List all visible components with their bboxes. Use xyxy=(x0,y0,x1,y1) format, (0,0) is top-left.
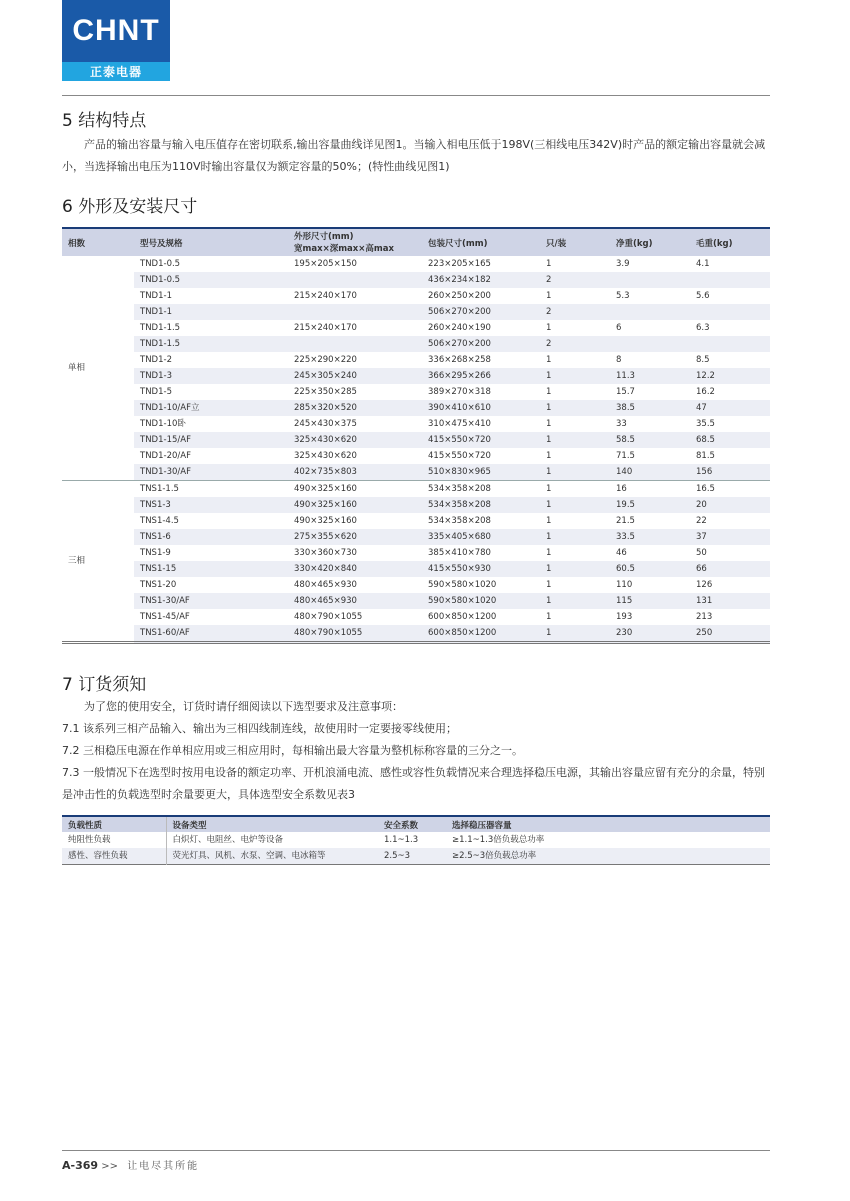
outline-size-cell: 480×465×930 xyxy=(294,580,357,590)
model-cell: TND1-20/AF xyxy=(140,451,191,461)
net-weight-cell: 33 xyxy=(616,419,627,429)
load-cell-device: 白炽灯、电阻丝、电炉等设备 xyxy=(166,832,378,848)
net-weight-cell: 21.5 xyxy=(616,516,635,526)
gross-weight-cell: 35.5 xyxy=(696,419,715,429)
outline-size-cell: 480×465×930 xyxy=(294,596,357,606)
outline-size-cell: 215×240×170 xyxy=(294,323,357,333)
gross-weight-cell: 12.2 xyxy=(696,371,715,381)
gross-weight-cell xyxy=(690,304,770,320)
qty-cell: 2 xyxy=(546,307,552,317)
outline-size-cell: 480×790×1055 xyxy=(294,628,363,638)
net-weight-cell: 3.9 xyxy=(616,259,630,269)
gross-weight-cell: 156 xyxy=(696,467,713,477)
model-cell: TNS1-3 xyxy=(140,500,171,510)
qty-cell: 1 xyxy=(546,580,552,590)
package-size-cell: 415×550×720 xyxy=(428,435,491,445)
logo-subtitle: 正泰电器 xyxy=(62,62,170,81)
package-size-cell: 310×475×410 xyxy=(428,419,491,429)
outline-size-cell: 245×305×240 xyxy=(294,371,357,381)
model-cell: TND1-1 xyxy=(140,307,172,317)
qty-cell: 1 xyxy=(546,355,552,365)
table-row xyxy=(62,416,770,432)
outline-size-cell: 490×325×160 xyxy=(294,516,357,526)
gross-weight-cell: 16.2 xyxy=(696,387,715,397)
footer-slogan: 让电尽其所能 xyxy=(127,1161,200,1172)
outline-size-cell: 490×325×160 xyxy=(288,481,422,498)
outline-size-cell xyxy=(288,272,422,288)
load-header-device: 设备类型 xyxy=(166,816,378,832)
load-header-type: 负载性质 xyxy=(68,820,103,831)
package-size-cell: 335×405×680 xyxy=(428,532,491,542)
net-weight-cell: 71.5 xyxy=(616,451,635,461)
net-weight-cell xyxy=(610,336,690,352)
model-cell: TND1-5 xyxy=(140,387,172,397)
outline-size-cell: 330×420×840 xyxy=(294,564,357,574)
package-size-cell: 390×410×610 xyxy=(428,403,491,413)
net-weight-cell: 140 xyxy=(616,467,633,477)
net-weight-cell xyxy=(610,304,690,320)
load-cell-capacity: ≥2.5~3倍负载总功率 xyxy=(452,851,537,861)
package-size-cell: 336×268×258 xyxy=(428,355,491,365)
section-7-2: 7.2 三相稳压电源在作单相应用或三相应用时，每相输出最大容量为整机标称容量的三分之一。 xyxy=(62,744,523,757)
net-weight-cell: 46 xyxy=(616,548,627,558)
dimensions-table-body xyxy=(62,256,770,643)
phase-cell: 三相 xyxy=(62,481,134,643)
net-weight-cell: 5.3 xyxy=(616,291,630,301)
net-weight-cell: 19.5 xyxy=(616,500,635,510)
net-weight-cell: 16 xyxy=(610,481,690,498)
load-cell-factor: 1.1~1.3 xyxy=(384,835,419,845)
outline-size-cell: 215×240×170 xyxy=(294,291,357,301)
net-weight-cell: 110 xyxy=(616,580,633,590)
table-row xyxy=(62,432,770,448)
qty-cell: 1 xyxy=(546,323,552,333)
dimensions-table xyxy=(62,227,770,644)
package-size-cell: 366×295×266 xyxy=(428,371,491,381)
model-cell: TNS1-9 xyxy=(140,548,171,558)
table-row xyxy=(62,513,770,529)
outline-size-cell: 275×355×620 xyxy=(294,532,357,542)
qty-cell: 1 xyxy=(546,403,552,413)
net-weight-cell: 60.5 xyxy=(616,564,635,574)
section-6-title: 6 外形及安装尺寸 xyxy=(62,197,198,217)
outline-size-cell: 480×790×1055 xyxy=(294,612,363,622)
qty-cell: 1 xyxy=(546,596,552,606)
section-7-1: 7.1 该系列三相产品输入、输出为三相四线制连线，故使用时一定要接零线使用； xyxy=(62,722,457,735)
package-size-cell: 534×358×208 xyxy=(428,500,491,510)
footer-arrows: >> xyxy=(101,1161,118,1172)
section-7-intro: 为了您的使用安全，订货时请仔细阅读以下选型要求及注意事项： xyxy=(84,700,403,713)
model-cell: TND1-1 xyxy=(140,291,172,301)
table-row xyxy=(62,448,770,464)
outline-size-cell: 225×350×285 xyxy=(294,387,357,397)
load-selection-table xyxy=(62,815,770,865)
gross-weight-cell: 131 xyxy=(696,596,713,606)
model-cell: TND1-0.5 xyxy=(140,259,181,269)
header-outline-dims: 宽max×深max×高max xyxy=(294,243,394,254)
package-size-cell: 534×358×208 xyxy=(422,481,540,498)
net-weight-cell: 230 xyxy=(616,628,633,638)
phase-cell: 单相 xyxy=(62,256,134,481)
header-gross-weight: 毛重(kg) xyxy=(696,238,733,249)
net-weight-cell: 15.7 xyxy=(616,387,635,397)
outline-size-cell: 402×735×803 xyxy=(294,467,357,477)
qty-cell: 1 xyxy=(546,291,552,301)
chnt-logo xyxy=(62,0,170,81)
qty-cell: 1 xyxy=(546,435,552,445)
net-weight-cell: 6 xyxy=(616,323,622,333)
outline-size-cell: 325×430×620 xyxy=(294,435,357,445)
load-cell-factor: 2.5~3 xyxy=(384,851,411,861)
package-size-cell: 389×270×318 xyxy=(428,387,491,397)
table-row xyxy=(62,625,770,643)
gross-weight-cell: 37 xyxy=(696,532,707,542)
qty-cell: 1 xyxy=(546,548,552,558)
model-cell: TND1-10/AF立 xyxy=(140,403,200,413)
model-cell: TND1-15/AF xyxy=(140,435,191,445)
table-row xyxy=(62,609,770,625)
table-header-row xyxy=(62,228,770,256)
gross-weight-cell xyxy=(690,272,770,288)
qty-cell: 1 xyxy=(546,628,552,638)
gross-weight-cell: 16.5 xyxy=(690,481,770,498)
table-row xyxy=(62,529,770,545)
outline-size-cell: 285×320×520 xyxy=(294,403,357,413)
net-weight-cell: 33.5 xyxy=(616,532,635,542)
qty-cell: 2 xyxy=(546,275,552,285)
model-cell: TNS1-6 xyxy=(140,532,171,542)
table-row xyxy=(62,561,770,577)
model-cell: TND1-30/AF xyxy=(140,467,191,477)
outline-size-cell: 325×430×620 xyxy=(294,451,357,461)
outline-size-cell: 490×325×160 xyxy=(294,500,357,510)
package-size-cell: 600×850×1200 xyxy=(428,612,497,622)
model-cell: TNS1-60/AF xyxy=(140,628,190,638)
header-net-weight: 净重(kg) xyxy=(616,238,653,249)
package-size-cell: 590×580×1020 xyxy=(428,580,497,590)
header-model: 型号及规格 xyxy=(140,238,183,249)
package-size-cell: 415×550×930 xyxy=(428,564,491,574)
table-row xyxy=(62,272,770,288)
qty-cell: 1 xyxy=(546,564,552,574)
package-size-cell: 510×830×965 xyxy=(428,467,491,477)
gross-weight-cell: 22 xyxy=(696,516,707,526)
header-divider xyxy=(62,95,770,96)
model-cell: TNS1-15 xyxy=(140,564,177,574)
package-size-cell: 506×270×200 xyxy=(428,307,491,317)
gross-weight-cell xyxy=(690,336,770,352)
model-cell: TNS1-1.5 xyxy=(134,481,288,498)
section-7-title: 7 订货须知 xyxy=(62,675,147,695)
table-row xyxy=(62,256,770,272)
load-table-header-row xyxy=(62,816,770,832)
gross-weight-cell: 50 xyxy=(696,548,707,558)
net-weight-cell: 8 xyxy=(616,355,622,365)
gross-weight-cell: 66 xyxy=(696,564,707,574)
gross-weight-cell: 47 xyxy=(696,403,707,413)
header-phase: 相数 xyxy=(68,238,86,249)
net-weight-cell: 193 xyxy=(616,612,633,622)
table-row xyxy=(62,368,770,384)
net-weight-cell xyxy=(610,272,690,288)
load-cell-type: 纯阻性负载 xyxy=(68,835,111,845)
table-row xyxy=(62,384,770,400)
model-cell: TND1-1.5 xyxy=(140,323,181,333)
outline-size-cell: 245×430×375 xyxy=(294,419,357,429)
table-row xyxy=(62,593,770,609)
model-cell: TNS1-4.5 xyxy=(140,516,179,526)
package-size-cell: 260×240×190 xyxy=(428,323,491,333)
table-row xyxy=(62,464,770,481)
qty-cell: 1 xyxy=(546,451,552,461)
page-number: A-369 xyxy=(62,1159,99,1172)
qty-cell: 1 xyxy=(546,419,552,429)
section-5-text: 产品的输出容量与输入电压值存在密切联系,输出容量曲线详见图1。当输入相电压低于198V(三相线电压342V)时产品的额定输出容量就会减小，当选择输出电压为110V时输出容量仅为额定容量的50%；(特性曲线见图1) xyxy=(62,138,766,173)
table-row xyxy=(62,832,770,848)
header-outline-size xyxy=(288,228,422,256)
package-size-cell: 600×850×1200 xyxy=(428,628,497,638)
gross-weight-cell: 4.1 xyxy=(696,259,710,269)
gross-weight-cell: 6.3 xyxy=(696,323,710,333)
header-outline-title: 外形尺寸(mm) xyxy=(294,231,354,242)
net-weight-cell: 11.3 xyxy=(616,371,635,381)
model-cell: TND1-1.5 xyxy=(140,339,181,349)
logo-brand: CHNT xyxy=(62,0,170,62)
footer-divider xyxy=(62,1150,770,1151)
outline-size-cell: 225×290×220 xyxy=(294,355,357,365)
net-weight-cell: 58.5 xyxy=(616,435,635,445)
package-size-cell: 590×580×1020 xyxy=(428,596,497,606)
section-7-3: 7.3 一般情况下在选型时按用电设备的额定功率、开机浪涌电流、感性或容性负载情况来合理选择稳压电源，其输出容量应留有充分的余量，特别是冲击性的负载选型时余量要更大，具体选型安全系数见表3 xyxy=(62,766,765,801)
qty-cell: 1 xyxy=(546,467,552,477)
load-cell-device: 荧光灯具、风机、水泵、空调、电冰箱等 xyxy=(166,848,378,865)
gross-weight-cell: 68.5 xyxy=(696,435,715,445)
table-row xyxy=(62,288,770,304)
header-package-size: 包装尺寸(mm) xyxy=(428,238,488,249)
gross-weight-cell: 20 xyxy=(696,500,707,510)
table-row xyxy=(62,320,770,336)
model-cell: TND1-10卧 xyxy=(140,419,186,429)
package-size-cell: 223×205×165 xyxy=(428,259,491,269)
section-5-title: 5 结构特点 xyxy=(62,111,147,131)
gross-weight-cell: 8.5 xyxy=(696,355,710,365)
table-row xyxy=(62,400,770,416)
outline-size-cell xyxy=(288,336,422,352)
qty-cell: 1 xyxy=(546,387,552,397)
net-weight-cell: 115 xyxy=(616,596,633,606)
gross-weight-cell: 81.5 xyxy=(696,451,715,461)
qty-cell: 1 xyxy=(546,516,552,526)
model-cell: TNS1-45/AF xyxy=(140,612,190,622)
qty-cell: 1 xyxy=(546,371,552,381)
table-row xyxy=(62,352,770,368)
package-size-cell: 415×550×720 xyxy=(428,451,491,461)
qty-cell: 2 xyxy=(546,339,552,349)
table-row xyxy=(62,304,770,320)
table-row xyxy=(62,577,770,593)
qty-cell: 1 xyxy=(546,500,552,510)
model-cell: TND1-3 xyxy=(140,371,172,381)
package-size-cell: 260×250×200 xyxy=(428,291,491,301)
qty-cell: 1 xyxy=(546,259,552,269)
package-size-cell: 534×358×208 xyxy=(428,516,491,526)
load-cell-type: 感性、容性负载 xyxy=(68,851,128,861)
outline-size-cell xyxy=(288,304,422,320)
gross-weight-cell: 126 xyxy=(696,580,713,590)
gross-weight-cell: 250 xyxy=(696,628,713,638)
table-row xyxy=(62,545,770,561)
gross-weight-cell: 5.6 xyxy=(696,291,710,301)
qty-cell: 1 xyxy=(540,481,610,498)
load-header-capacity: 选择稳压器容量 xyxy=(452,820,512,831)
load-cell-capacity: ≥1.1~1.3倍负载总功率 xyxy=(452,835,545,845)
package-size-cell: 436×234×182 xyxy=(428,275,491,285)
table-row xyxy=(62,481,770,498)
qty-cell: 1 xyxy=(546,532,552,542)
table-row xyxy=(62,336,770,352)
table-row xyxy=(62,848,770,865)
model-cell: TND1-2 xyxy=(140,355,172,365)
outline-size-cell: 195×205×150 xyxy=(294,259,357,269)
outline-size-cell: 330×360×730 xyxy=(294,548,357,558)
package-size-cell: 385×410×780 xyxy=(428,548,491,558)
model-cell: TNS1-20 xyxy=(140,580,177,590)
qty-cell: 1 xyxy=(546,612,552,622)
model-cell: TNS1-30/AF xyxy=(140,596,190,606)
package-size-cell: 506×270×200 xyxy=(428,339,491,349)
header-qty: 只/装 xyxy=(546,238,567,249)
net-weight-cell: 38.5 xyxy=(616,403,635,413)
model-cell: TND1-0.5 xyxy=(140,275,181,285)
page-footer xyxy=(62,1157,199,1172)
load-header-factor: 安全系数 xyxy=(384,820,419,831)
gross-weight-cell: 213 xyxy=(696,612,713,622)
table-row xyxy=(62,497,770,513)
